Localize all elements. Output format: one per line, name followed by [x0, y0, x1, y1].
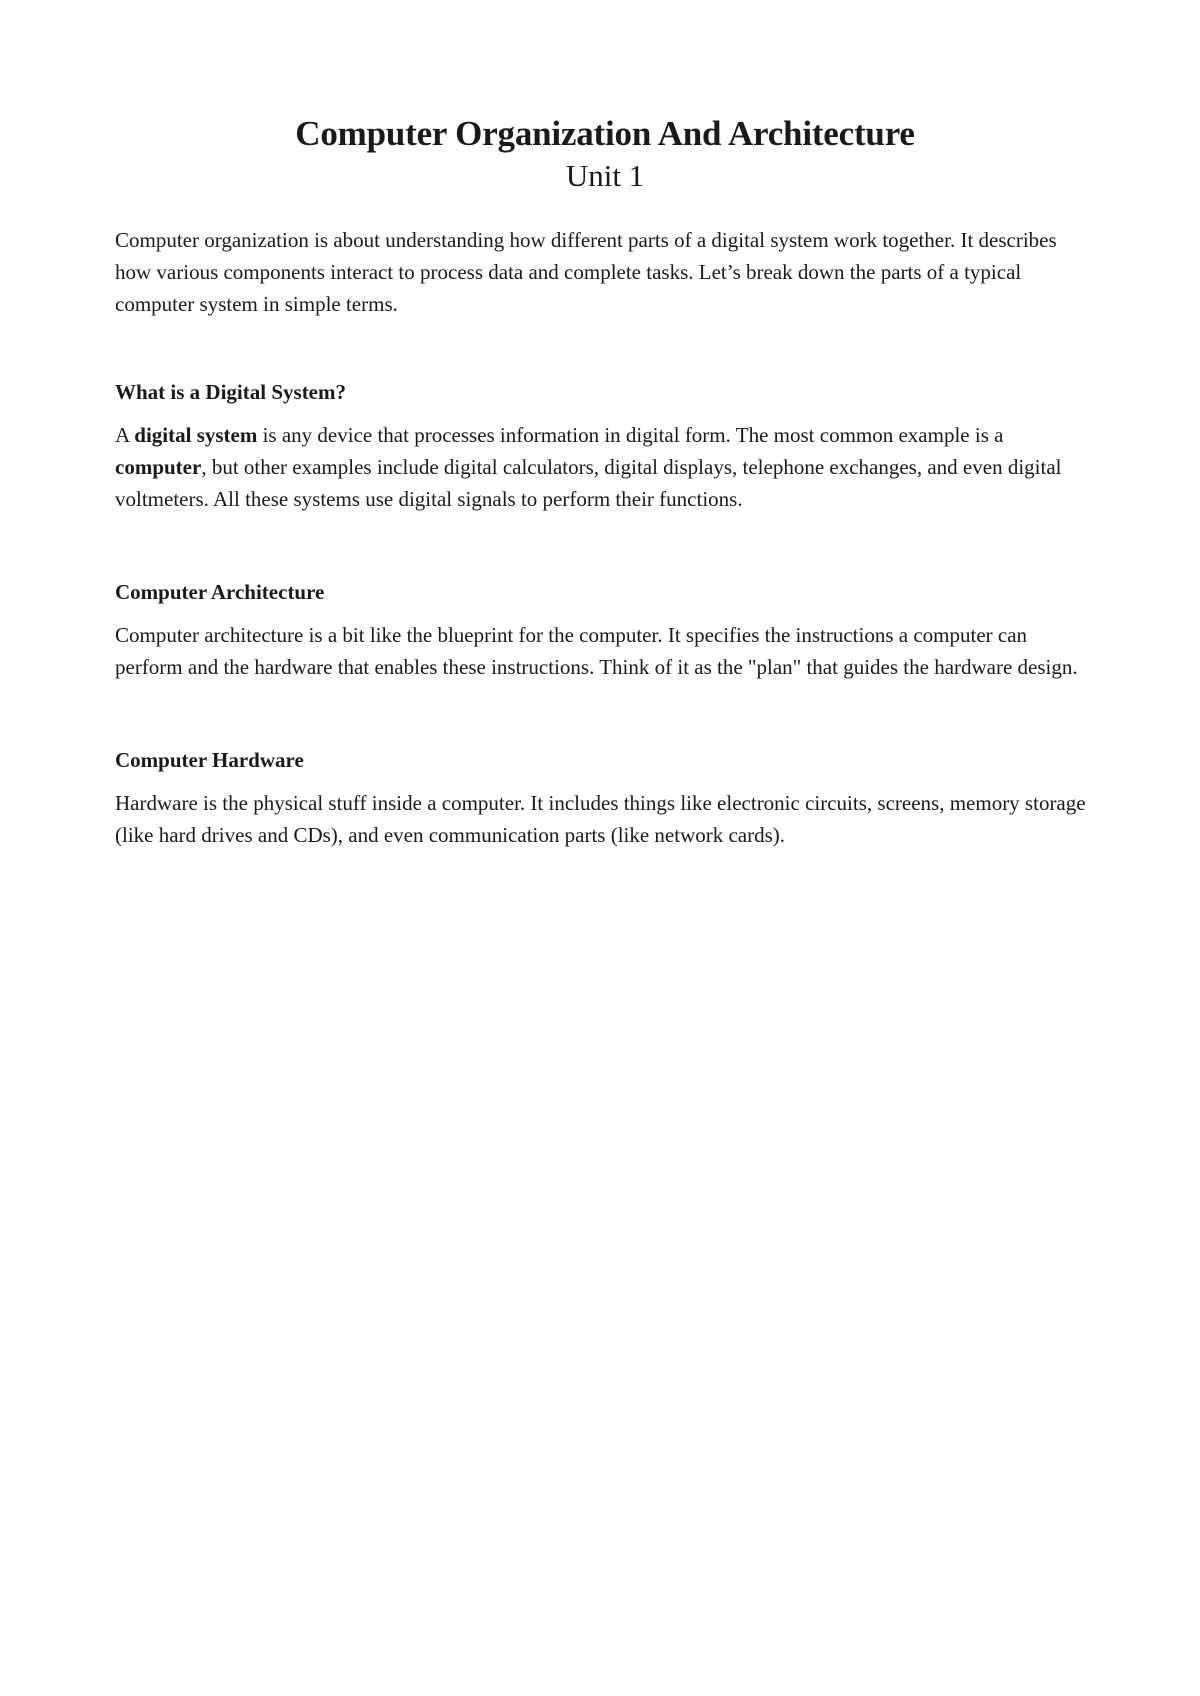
section-heading-digital-system: What is a Digital System?: [115, 380, 346, 404]
term-computer: computer: [115, 455, 202, 479]
document-subtitle: Unit 1: [565, 158, 645, 193]
body-text: , but other examples include digital calculators, digital displays, telephone exchanges, and even digital voltmeters. All these systems use digital signals to perform their functions.: [115, 455, 1062, 511]
document-content: [115, 112, 1095, 851]
section-body-computer-architecture: Computer architecture is a bit like the blueprint for the computer. It specifies the instructions a computer can perform and the hardware that enables these instructions. Think of it as the "plan" that guides the hardware design.: [115, 623, 1078, 679]
section-body-digital-system: [115, 419, 1095, 515]
intro-paragraph: Computer organization is about understanding how different parts of a digital system work together. It describes how various components interact to process data and complete tasks. Let’s break down the parts of a typical computer system in simple terms.: [115, 228, 1057, 316]
section-heading-computer-architecture: Computer Architecture: [115, 580, 325, 604]
body-text: A: [115, 423, 135, 447]
section-body-computer-hardware: Hardware is the physical stuff inside a computer. It includes things like electronic circuits, screens, memory storage (like hard drives and CDs), and even communication parts (like network cards).: [115, 791, 1086, 847]
term-digital-system: digital system: [134, 423, 258, 447]
body-text: is any device that processes information in digital form. The most common example is a: [257, 423, 1004, 447]
section-heading-computer-hardware: Computer Hardware: [115, 748, 304, 772]
document-title: Computer Organization And Architecture: [295, 114, 915, 153]
